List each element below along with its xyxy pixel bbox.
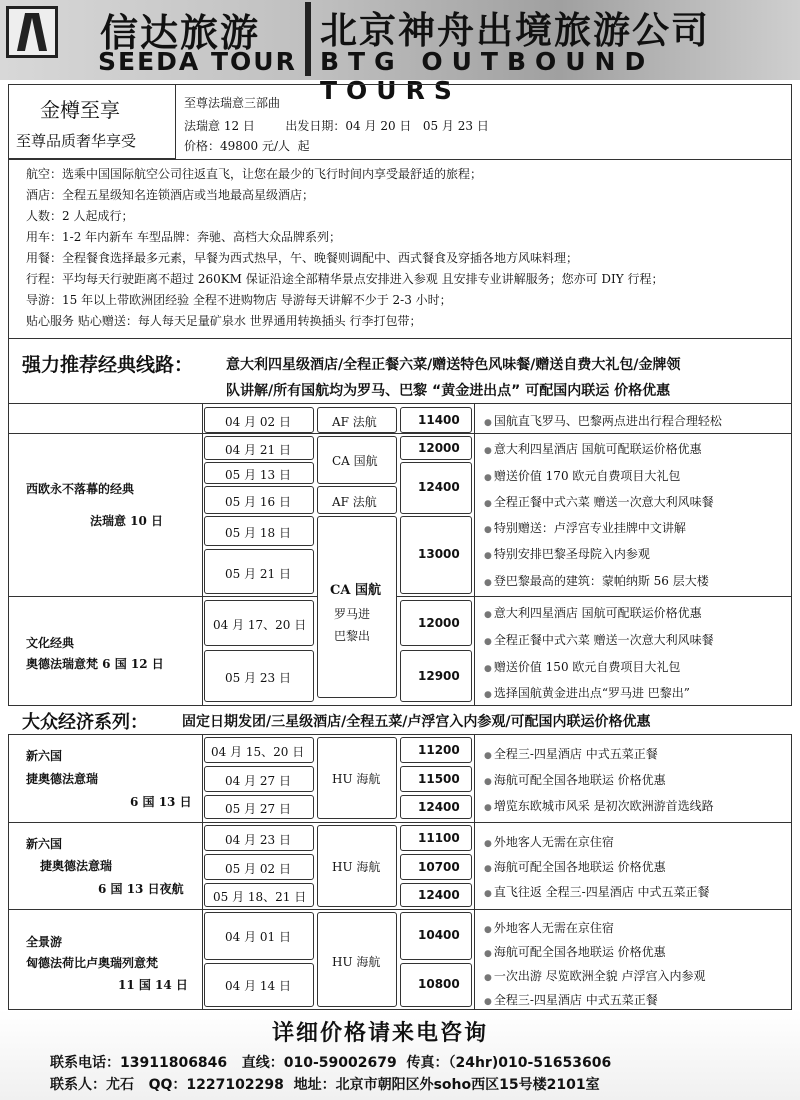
product-name: 至尊法瑞意三部曲: [184, 96, 281, 110]
date-cell: 05 月 16 日: [204, 486, 314, 514]
price-cell: 12900: [400, 650, 472, 702]
divider: [474, 403, 475, 706]
price-cell: 11200: [400, 737, 472, 763]
seeda-logo-icon: [6, 6, 58, 58]
route5-feature: ● 全程三-四星酒店 中式五菜正餐: [484, 991, 658, 1008]
route2-feature: ● 选择国航黄金进出点“罗马进 巴黎出”: [484, 684, 690, 701]
route4-feature: ● 外地客人无需在京住宿: [484, 833, 614, 850]
route1-duration: 法瑞意 10 日: [90, 514, 164, 528]
price-cell: 10400: [400, 912, 472, 960]
badge-subtitle: 至尊品质奢华享受: [16, 132, 137, 150]
divider: [8, 909, 792, 910]
section1-desc1: 意大利四星级酒店/全程正餐六菜/赠送特色风味餐/赠送自费大礼包/金牌领: [226, 357, 681, 373]
date-cell: 04 月 23 日: [204, 825, 314, 851]
brand-cn: 信达旅游: [100, 11, 261, 55]
company-en: BTG OUTBOUND TOURS: [320, 47, 655, 105]
divider: [8, 822, 792, 823]
date-cell: 05 月 02 日: [204, 854, 314, 880]
divider: [8, 338, 792, 339]
divider: [8, 596, 792, 597]
airline-cell: HU 海航: [317, 825, 397, 907]
footer-contact-address: 联系人：尤石 QQ：1227102298 地址：北京市朝阳区外soho西区15号楼2101室: [50, 1077, 600, 1093]
route1-name: 西欧永不落幕的经典: [26, 482, 135, 496]
route1-feature: ● 赠送价值 170 欧元自费项目大礼包: [484, 467, 680, 484]
section1-desc2: 队讲解/所有国航均为罗马、巴黎 “黄金进出点” 可配国内联运 价格优惠: [226, 383, 671, 399]
price-cell: 12400: [400, 462, 472, 514]
price-cell: 12400: [400, 883, 472, 907]
header-divider: [305, 2, 311, 76]
route5-duration: 11 国 14 日: [118, 978, 188, 992]
detail-people: 人数：2 人起成行；: [26, 209, 134, 223]
airline-cell: CA 国航: [317, 436, 397, 484]
price-cell: 11400: [400, 407, 472, 433]
route5-name: 全景游: [26, 935, 63, 949]
route3-duration: 6 国 13 日: [130, 795, 192, 809]
price-cell: 10800: [400, 963, 472, 1007]
date-cell: 04 月 17、20 日: [204, 600, 314, 646]
price-cell: 12000: [400, 436, 472, 460]
detail-hotel: 酒店：全程五星级知名连锁酒店或当地最高星级酒店；: [26, 188, 315, 202]
date-cell: 05 月 23 日: [204, 650, 314, 702]
product-dates: 法瑞意 12 日 出发日期：04 月 20 日 05 月 23 日: [184, 119, 489, 133]
route3-feature: ● 海航可配全国各地联运 价格优惠: [484, 771, 666, 788]
detail-vehicle: 用车：1-2 年内新车 车型品牌：奔驰、高档大众品牌系列；: [26, 230, 341, 244]
route3-feature: ● 全程三-四星酒店 中式五菜正餐: [484, 745, 658, 762]
route1-feature: ● 国航直飞罗马、巴黎两点进出行程合理轻松: [484, 412, 722, 429]
route2-feature: ● 意大利四星酒店 国航可配联运价格优惠: [484, 604, 702, 621]
route2-feature: ● 赠送价值 150 欧元自费项目大礼包: [484, 658, 680, 675]
price-cell: 12000: [400, 600, 472, 646]
date-cell: 05 月 18、21 日: [204, 883, 314, 907]
detail-meals: 用餐：全程餐食选择最多元素，早餐为西式热早，午、晚餐则调配中、西式餐食及穿插各地方风味料理；: [26, 251, 579, 265]
product-price: 价格：49800 元/人 起: [184, 139, 310, 153]
route1-feature: ● 意大利四星酒店 国航可配联运价格优惠: [484, 440, 702, 457]
route4-name: 新六国: [26, 837, 63, 851]
date-cell: 05 月 21 日: [204, 549, 314, 594]
route2-feature: ● 全程正餐中式六菜 赠送一次意大利风味餐: [484, 631, 714, 648]
badge-title: 金樽至享: [40, 98, 120, 122]
route2-name: 文化经典: [26, 636, 75, 650]
route1-feature: ● 特别赠送：卢浮宫专业挂牌中文讲解: [484, 519, 686, 536]
route5-feature: ● 一次出游 尽览欧洲全貌 卢浮宫入内参观: [484, 967, 706, 984]
date-cell: 04 月 27 日: [204, 766, 314, 792]
section1-title: 强力推荐经典线路：: [22, 354, 194, 376]
detail-service: 贴心服务 贴心赠送：每人每天足量矿泉水 世界通用转换插头 行李打包带；: [26, 314, 422, 328]
price-cell: 10700: [400, 854, 472, 880]
airline-cell: HU 海航: [317, 737, 397, 819]
footer-contact-phone: 联系电话：13911806846 直线：010-59002679 传真：（24hr)010-51653606: [50, 1055, 612, 1071]
airline-cell: CA 国航 罗马进 巴黎出: [317, 516, 397, 698]
route3-name: 新六国: [26, 749, 63, 763]
route4-duration: 6 国 13 日夜航: [98, 882, 184, 896]
date-cell: 05 月 18 日: [204, 516, 314, 546]
price-cell: 11100: [400, 825, 472, 851]
divider: [474, 734, 475, 1010]
date-cell: 04 月 21 日: [204, 436, 314, 460]
date-cell: 05 月 13 日: [204, 462, 314, 484]
divider: [8, 159, 792, 160]
date-cell: 04 月 01 日: [204, 912, 314, 960]
route1-feature: ● 特别安排巴黎圣母院入内参观: [484, 545, 650, 562]
date-cell: 04 月 14 日: [204, 963, 314, 1007]
divider: [202, 734, 203, 1010]
route4-countries: 捷奥德法意瑞: [40, 859, 113, 873]
brand-en: SEEDA TOUR: [98, 47, 297, 76]
company-cn: 北京神舟出境旅游公司: [320, 9, 710, 52]
section2-desc: 固定日期发团/三星级酒店/全程五菜/卢浮宫入内参观/可配国内联运价格优惠: [182, 714, 651, 730]
badge-box: [8, 84, 176, 159]
route3-countries: 捷奥德法意瑞: [26, 772, 99, 786]
route2-duration: 奥德法瑞意梵 6 国 12 日: [26, 657, 164, 671]
route4-feature: ● 海航可配全国各地联运 价格优惠: [484, 858, 666, 875]
route5-countries: 匈德法荷比卢奥瑞列意梵: [26, 956, 159, 970]
date-cell: 05 月 27 日: [204, 795, 314, 819]
price-cell: 12400: [400, 795, 472, 819]
route1-feature: ● 登巴黎最高的建筑：蒙帕纳斯 56 层大楼: [484, 572, 709, 589]
detail-guide: 导游：15 年以上带欧洲团经验 全程不进购物店 导游每天讲解不少于 2-3 小时；: [26, 293, 452, 307]
detail-itinerary: 行程：平均每天行驶距离不超过 260KM 保证沿途全部精华景点安排进入参观 且安排专业讲解服务；您亦可 DIY 行程；: [26, 272, 664, 286]
date-cell: 04 月 15、20 日: [204, 737, 314, 763]
section2-title: 大众经济系列：: [22, 712, 148, 733]
route1-feature: ● 全程正餐中式六菜 赠送一次意大利风味餐: [484, 493, 714, 510]
airline-cell: AF 法航: [317, 407, 397, 433]
route5-feature: ● 海航可配全国各地联运 价格优惠: [484, 943, 666, 960]
detail-flight: 航空：选乘中国国际航空公司往返直飞，让您在最少的飞行时间内享受最舒适的旅程；: [26, 167, 483, 181]
route3-feature: ● 增览东欧城市风采 是初次欧洲游首选线路: [484, 797, 714, 814]
price-cell: 11500: [400, 766, 472, 792]
airline-cell: HU 海航: [317, 912, 397, 1007]
price-cell: 13000: [400, 516, 472, 594]
route4-feature: ● 直飞往返 全程三-四星酒店 中式五菜正餐: [484, 883, 710, 900]
route5-feature: ● 外地客人无需在京住宿: [484, 919, 614, 936]
footer-headline: 详细价格请来电咨询: [272, 1021, 489, 1046]
date-cell: 04 月 02 日: [204, 407, 314, 433]
divider: [202, 403, 203, 706]
airline-cell: AF 法航: [317, 486, 397, 514]
